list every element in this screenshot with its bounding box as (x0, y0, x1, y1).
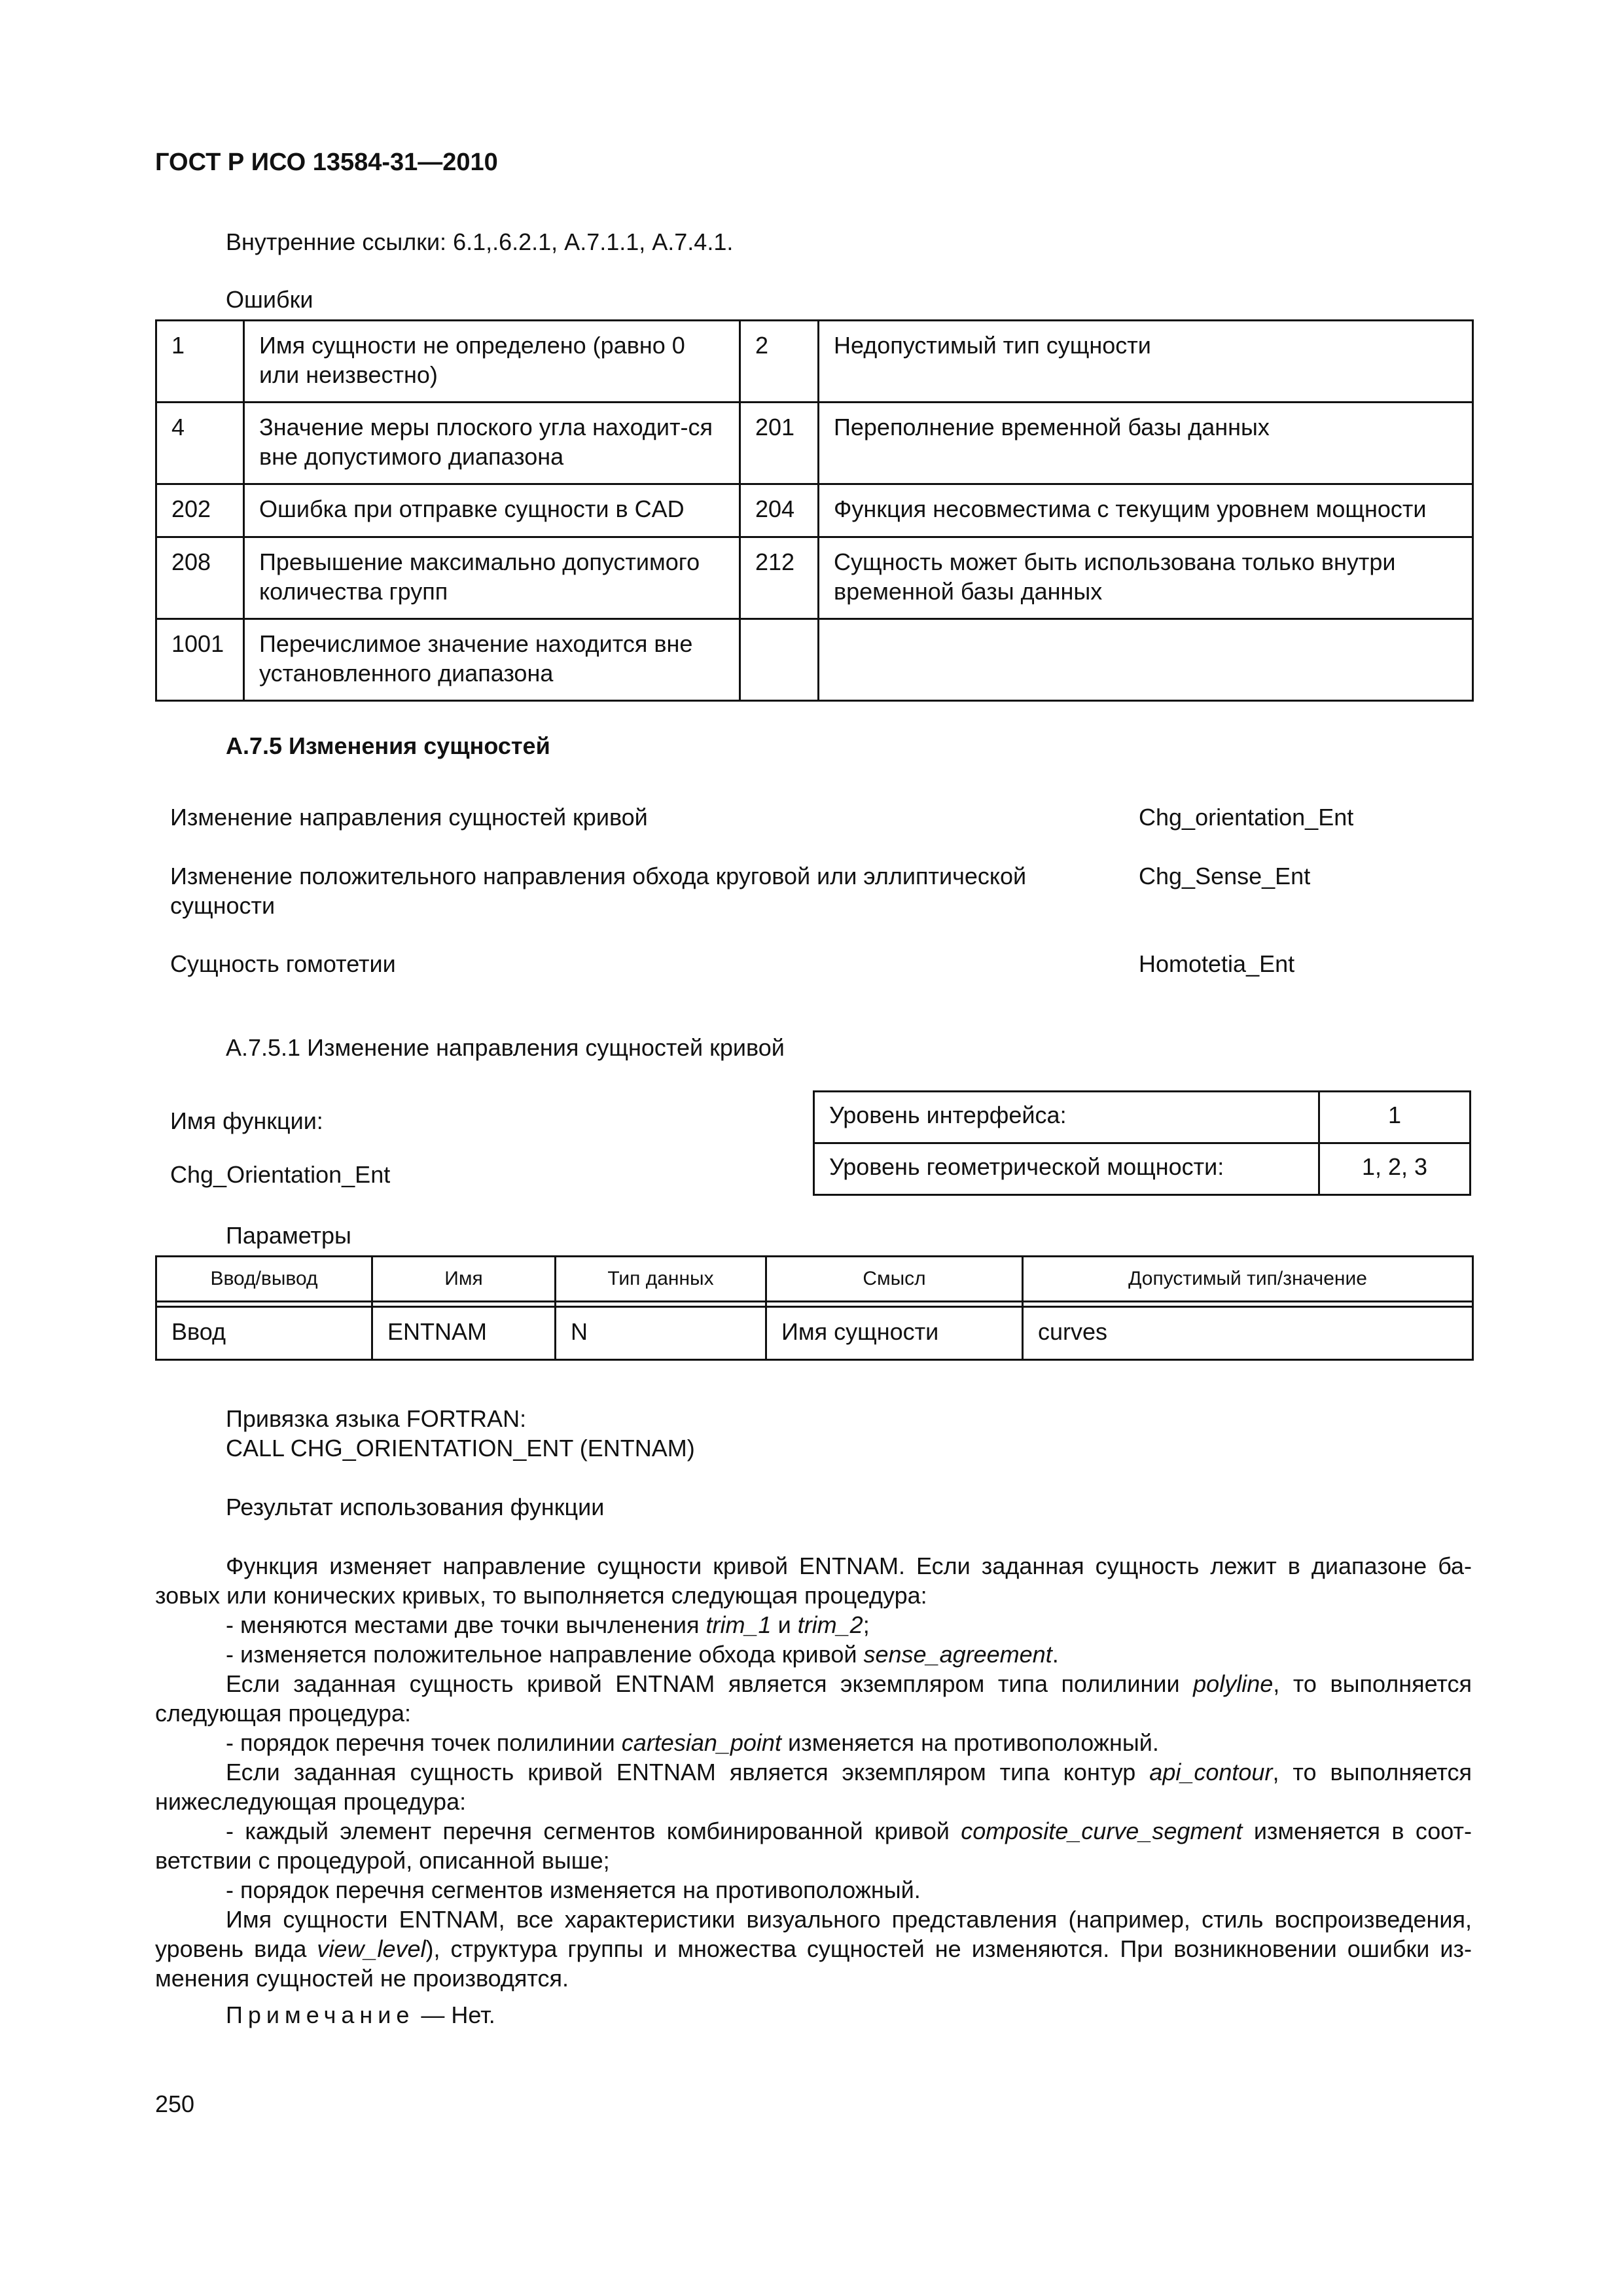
error-code: 212 (740, 537, 819, 619)
result-list-item: - порядок перечня точек полилинии cartesian_point изменяется на противоположный. (226, 1729, 1159, 1756)
fortran-call: CALL CHG_ORIENTATION_ENT (ENTNAM) (226, 1435, 695, 1462)
change-item-label: Сущность гомотетии (170, 950, 396, 977)
error-code: 201 (740, 403, 819, 484)
param-allowed: curves (1023, 1307, 1473, 1360)
change-item-name: Homotetia_Ent (1139, 950, 1295, 977)
result-list-item: - порядок перечня сегментов изменяется на противоположный. (226, 1876, 921, 1903)
note-text: Нет. (451, 2001, 495, 2028)
result-caption: Результат использования функции (226, 1494, 605, 1520)
error-code: 1001 (156, 619, 244, 701)
table-row (156, 619, 1473, 701)
error-code: 204 (740, 484, 819, 537)
param-meaning: Имя сущности (766, 1307, 1023, 1360)
note-label: Примечание (226, 2001, 415, 2028)
table-row (156, 403, 1473, 484)
level-value: 1 (1319, 1092, 1471, 1143)
params-table (155, 1255, 1474, 1361)
change-item-label: Изменение направления сущностей кривой (170, 804, 648, 831)
error-code: 2 (740, 321, 819, 403)
table-row (156, 321, 1473, 403)
section-title: А.7.5 Изменения сущностей (226, 732, 550, 759)
error-text: Значение меры плоского угла находит-ся вне допустимого диапазона (244, 403, 740, 484)
result-paragraph: Имя сущности ENTNAM, все характеристики визуального представления (например, стиль воспроизведения, уровень вида view_level), структура группы и множества сущностей не изменяются. При возникновении ошибки из-менения сущностей не производятся. (155, 1906, 1472, 1992)
column-header: Имя (372, 1257, 556, 1302)
errors-caption: Ошибки (226, 286, 313, 313)
result-list-item: - каждый элемент перечня сегментов комбинированной кривой composite_curve_segment изменяется в соот-ветствии с процедурой, описанной выше; (155, 1818, 1472, 1874)
error-text: Превышение максимально допустимого количества групп (244, 537, 740, 619)
param-io: Ввод (156, 1307, 372, 1360)
params-caption: Параметры (226, 1222, 351, 1249)
error-code: 202 (156, 484, 244, 537)
error-text (819, 619, 1473, 701)
error-code (740, 619, 819, 701)
subsection-title: А.7.5.1 Изменение направления сущностей кривой (226, 1034, 785, 1061)
result-list-item: - меняются местами две точки вычленения trim_1 и trim_2; (226, 1611, 870, 1638)
level-label: Уровень интерфейса: (814, 1092, 1319, 1143)
change-item-name: Chg_orientation_Ent (1139, 804, 1354, 831)
column-header: Допустимый тип/значение (1023, 1257, 1473, 1302)
error-text: Имя сущности не определено (равно 0 или неизвестно) (244, 321, 740, 403)
error-code: 4 (156, 403, 244, 484)
result-list-item: - изменяется положительное направление обхода кривой sense_agreement. (226, 1641, 1059, 1668)
change-item-name: Chg_Sense_Ent (1139, 863, 1311, 889)
function-name: Chg_Orientation_Ent (170, 1161, 391, 1188)
table-row (156, 537, 1473, 619)
error-text: Сущность может быть использована только внутри временной базы данных (819, 537, 1473, 619)
table-row (156, 484, 1473, 537)
table-row (814, 1092, 1471, 1143)
level-value: 1, 2, 3 (1319, 1143, 1471, 1195)
error-code: 208 (156, 537, 244, 619)
error-code: 1 (156, 321, 244, 403)
result-paragraph: Если заданная сущность кривой ENTNAM является экземпляром типа полилинии polyline, то выполняется следующая процедура: (155, 1670, 1472, 1727)
result-paragraph: Функция изменяет направление сущности кривой ENTNAM. Если заданная сущность лежит в диапазоне ба-зовых или конических кривых, то выполняется следующая процедура: (155, 1552, 1472, 1609)
document-title: ГОСТ Р ИСО 13584-31—2010 (155, 149, 498, 176)
change-item-label: Изменение положительного направления обхода круговой или эллиптической сущности (170, 863, 1027, 919)
column-header: Ввод/вывод (156, 1257, 372, 1302)
table-row (814, 1143, 1471, 1195)
note: Примечание — Нет. (226, 2001, 495, 2028)
column-header: Тип данных (556, 1257, 766, 1302)
param-type: N (556, 1307, 766, 1360)
column-header: Смысл (766, 1257, 1023, 1302)
page-number: 250 (155, 2090, 195, 2117)
result-body (155, 1551, 1472, 1993)
error-text: Ошибка при отправке сущности в CAD (244, 484, 740, 537)
error-text: Перечислимое значение находится вне установленного диапазона (244, 619, 740, 701)
error-text: Недопустимый тип сущности (819, 321, 1473, 403)
function-name-label: Имя функции: (170, 1107, 323, 1134)
level-label: Уровень геометрической мощности: (814, 1143, 1319, 1195)
levels-table (813, 1090, 1471, 1196)
table-header-row (156, 1257, 1473, 1302)
result-paragraph: Если заданная сущность кривой ENTNAM является экземпляром типа контур api_contour, то выполняется нижеследующая процедура: (155, 1759, 1472, 1815)
header-separator (156, 1302, 1473, 1307)
internal-references: Внутренние ссылки: 6.1,.6.2.1, А.7.1.1, А.7.4.1. (226, 228, 734, 255)
errors-table (155, 319, 1474, 702)
param-name: ENTNAM (372, 1307, 556, 1360)
table-row (156, 1307, 1473, 1360)
error-text: Переполнение временной базы данных (819, 403, 1473, 484)
fortran-label: Привязка языка FORTRAN: (226, 1405, 527, 1432)
error-text: Функция несовместима с текущим уровнем мощности (819, 484, 1473, 537)
